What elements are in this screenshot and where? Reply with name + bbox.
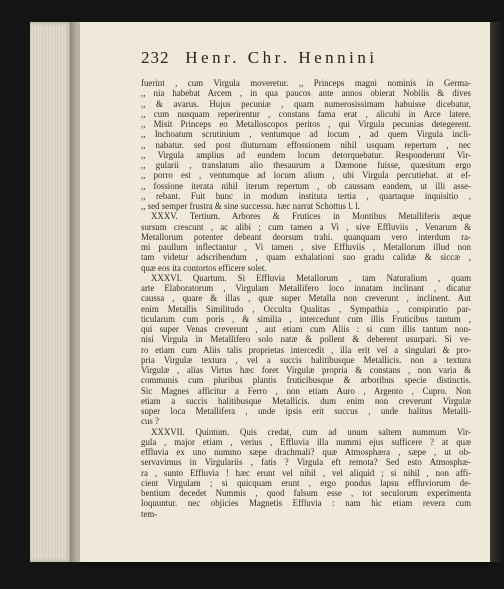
page-header [141,48,491,70]
text-line: XXXVI. Quartum. Si Effluvia Metallorum , tam Naturalium , quam [151,272,471,283]
page-edges [30,22,72,562]
text-line: ,, Misit Princeps eo Metalloscopos peritos , qui Virgula pecunias detegerent. [141,119,471,129]
text-line: Metallorum potenter debeant deorsum trahi. quanquam vero interdum ra- [141,231,471,242]
text-line: gula , major etiam , verius , Effluvia illa nummi ejus sufficere ? at quæ [141,436,471,447]
text-line: caussa , quare & illas , quæ super Metalla non creverunt , inclinent. Aut [141,293,471,304]
text-line: bentium decedet Nummis , quod falsum esse , tot seculorum experimenta [141,488,471,498]
text-line: tem- [141,508,158,519]
text-line: ro etiam cum Aliis talis proprietas intercedit , illa erit vel a singulari & pro- [141,344,471,355]
text-line: ra , sunto Effluvia ! hæc erunt vel nihil , vel aliquid ; si nihil , non affi- [141,467,471,478]
text-line: ,, sed semper frustra & sine successu. hæc narrat Schottus l. l. [141,201,360,211]
text-line: cient Virgulam ; si quicquam erunt , ergo pondus lapsu effluviorum de- [141,477,471,488]
text-line: arte Elaboratorum , Virgulam Metallifero loco innatam inclinant , dicatur [141,283,471,293]
page-body [141,78,471,519]
text-line: ,, Inchoatum scrutinium , ventumque ad locum , ad quem Virgula incli- [141,129,471,140]
text-line: ,, nabatur. sed post diuturnam effossionem nihil usquam repertum , nec [141,139,471,150]
text-line: ,, rebant. Fuit hunc in modum instituta tertia , quartaque inquisitio , [141,190,471,201]
text-line: communis cum pluribus plantis fruticibusque & arboribus specie distinctis. [141,375,471,386]
text-line: ,, porro est , ventumque ad locum alium , ubi Virgula percutiebat. at ef- [141,170,471,181]
text-line: Virgulæ , alias Virtus hæc foret Virgulæ propria & constans , non varia & [141,365,471,375]
text-line: enim Metallis Similitudo , Occulta Qualitas , Sympathia , conspiratio par- [141,303,471,314]
running-head: Henr. Chr. Hennini [185,48,378,67]
text-line: mi paullum inflectantur , Vi tamen , sive Effluviis , Metallorum illud non [141,242,471,252]
text-line: effluvia ex uno nummo sæpe drachmali? quæ Atmosphæra , sæpe , ut ob- [141,447,471,457]
text-line: fuerint , cum Virgula moveretur. ,, Princeps magni nominis in Germa- [141,78,471,88]
text-line: ,, gularii , translatum alio thesaurum a Dæmone fuisse, quæsitum ergo [141,160,471,170]
text-line: qui super Venas creverunt , aut etiam cum Aliis : si cum illis tantum non- [141,324,471,334]
text-line: nisi Virgula in Metallifero solo natæ & pollent & deberent usurpari. Si ve- [141,334,471,345]
text-line: tam videtur adscribendum , quam exhalationi suo gradu calidæ & siccæ , [141,252,471,263]
text-line: ,, fossione iterata nihil iterum repertum , ob caussam eandem, ut illi asse- [141,180,471,191]
page-number: 232 [141,48,170,67]
text-line: quæ eos ita contortos efficere solet. [141,262,267,273]
text-line: ,, cum nusquam reperirentur , constans fama erat , alicubi in Arce latere. [141,108,471,119]
text-line: cus ? [141,416,159,427]
text-line: servavimus in Virgulariis , fatis ? Virgula eft remota? Sed esto Atmosphæ- [141,457,471,468]
text-line: loquuntur. nec objicies Magnetis Effluvia : nam hic etiam revera cum [141,498,471,509]
text-line: ticularum cum poris , & similia , intercedunt cum illis Fruticibus tantum , [141,313,471,324]
text-line: pria Virgulæ textura , vel a succis halitibusque Metallicis. non a textura [141,354,471,365]
text-line: super loca Metallifera , unde ipsis erit succus , unde halitus Metalli- [141,406,471,416]
text-line: etiam a succis halitibusque Metallicis. dum enim non creverunt Virgulæ [141,395,471,406]
text-line: ,, nia habebat Arcem , in qua paucos ante annos obierat Nobilis & dives [141,88,471,99]
text-line: XXXVII. Quintum. Quis credat, cum ad unum saltem nummum Vir- [151,426,471,437]
right-shadow [490,22,504,562]
text-line: Sic Magnes afficitur a Ferro , non etiam Auro , Argento , Cupro. Non [141,385,471,396]
text-line: sursum crescunt , ac alibi ; cum tamen a Vi , sive Effluviis , Venarum & [141,221,471,232]
text-line: XXXV. Tertium. Arbores & Frutices in Montibus Metalliferis æque [151,211,471,222]
text-line: ,, & avarus. Hujus pecuniæ , quam numerosissimam habuisse dicebatur, [141,98,471,109]
text-line: ,, Virgula amplius ad eundem locum detorquebatur. Responderunt Vir- [141,149,471,160]
